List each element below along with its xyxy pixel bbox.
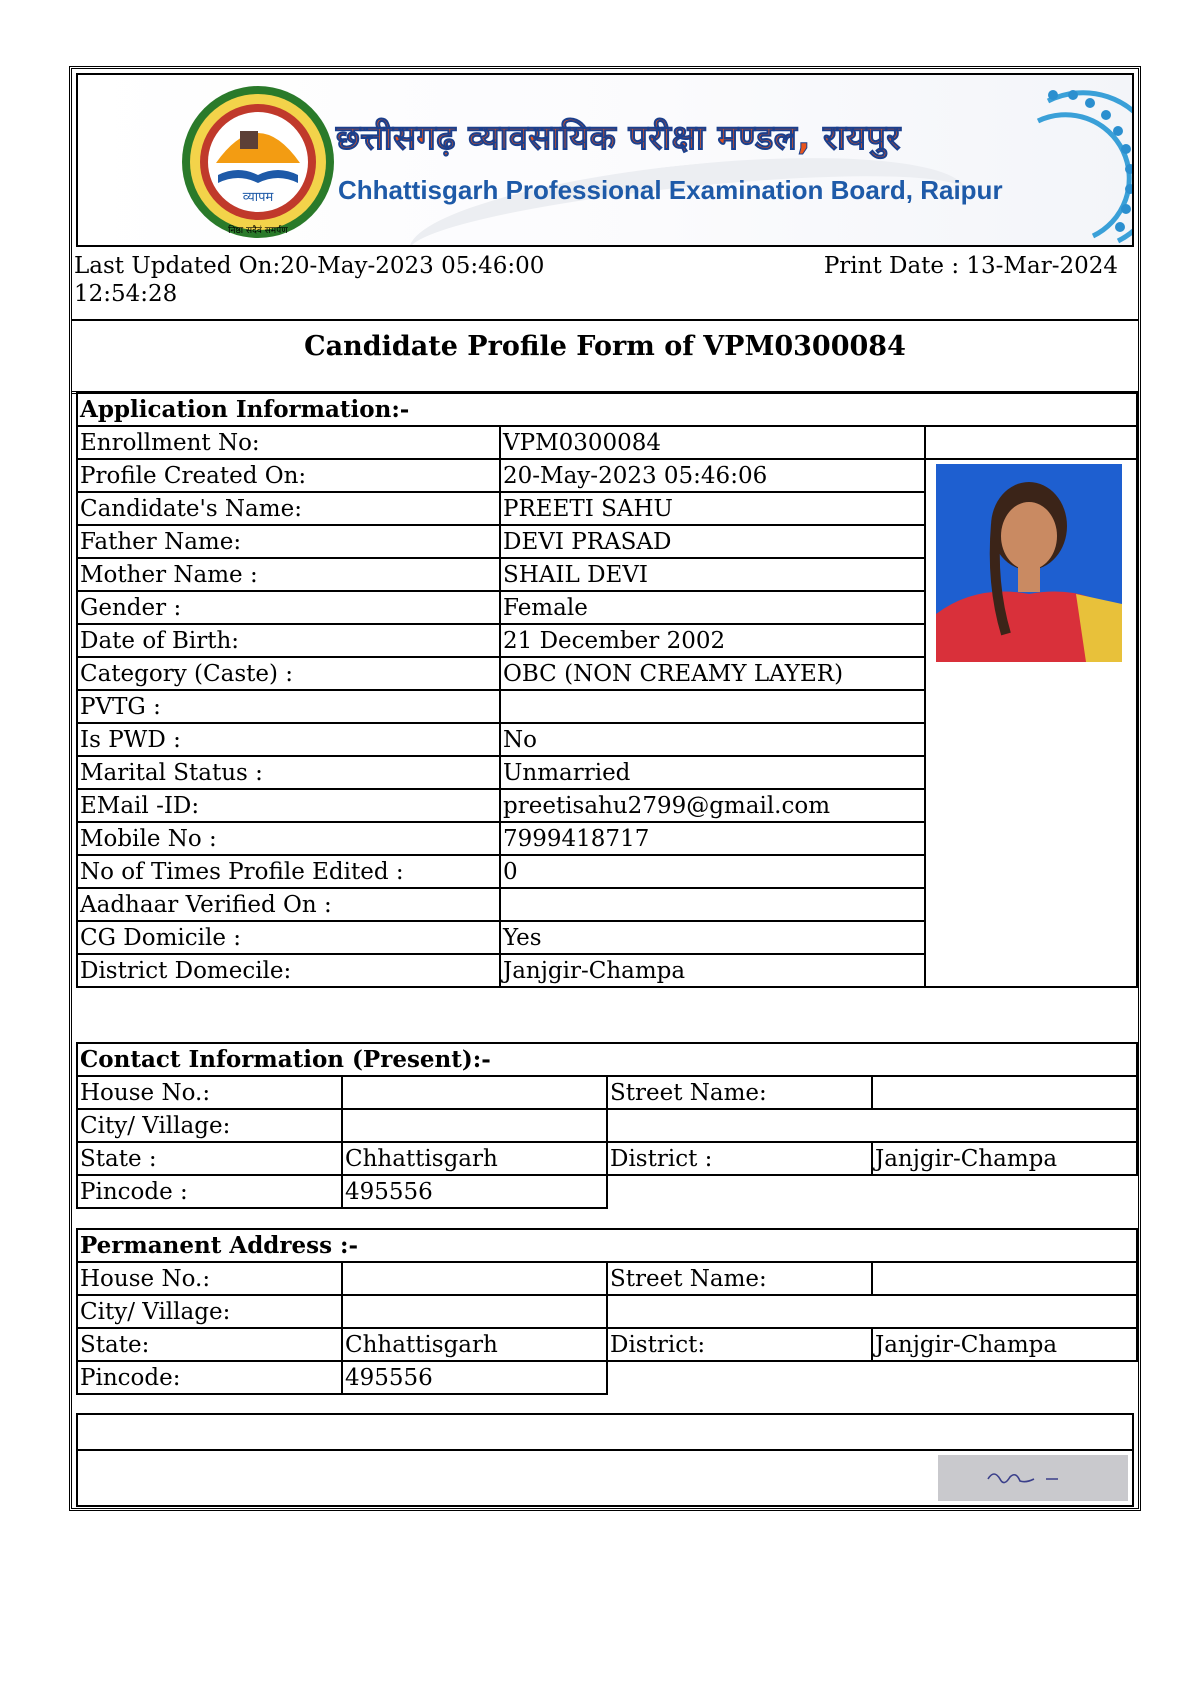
signature-row	[76, 1451, 1134, 1507]
empty-cell	[607, 1295, 1137, 1328]
empty-cell	[607, 1109, 1137, 1142]
field-label: EMail -ID:	[77, 789, 500, 822]
field-label: Aadhaar Verified On :	[77, 888, 500, 921]
street-value	[872, 1262, 1137, 1295]
city-label: City/ Village:	[77, 1109, 342, 1142]
city-label: City/ Village:	[77, 1295, 342, 1328]
field-label: Enrollment No:	[77, 426, 500, 459]
field-value: DEVI PRASAD	[500, 525, 925, 558]
contact-present-heading-row	[77, 1043, 1137, 1076]
state-label: State:	[77, 1328, 342, 1361]
pincode-value: 495556	[342, 1361, 607, 1394]
field-label: Is PWD :	[77, 723, 500, 756]
board-title-english: Chhattisgarh Professional Examination Board, Raipur	[338, 175, 1003, 205]
field-value: VPM0300084	[500, 426, 925, 459]
candidate-profile-form	[69, 66, 1141, 1511]
empty-cell	[607, 1361, 1137, 1394]
table-row	[77, 459, 1137, 492]
table-row	[77, 1175, 1137, 1208]
table-row	[77, 1076, 1137, 1109]
house-label: House No.:	[77, 1076, 342, 1109]
field-label: Category (Caste) :	[77, 657, 500, 690]
meta-line	[72, 252, 1138, 321]
contact-present-heading: Contact Information (Present):-	[77, 1043, 1137, 1076]
table-row	[77, 1262, 1137, 1295]
pincode-value: 495556	[342, 1175, 607, 1208]
field-value: SHAIL DEVI	[500, 558, 925, 591]
field-label: District Domecile:	[77, 954, 500, 987]
field-value: Female	[500, 591, 925, 624]
board-title-hindi: छत्तीसगढ़ व्यावसायिक परीक्षा मण्डल, रायपुर	[336, 118, 901, 158]
field-value: 0	[500, 855, 925, 888]
street-label: Street Name:	[607, 1262, 872, 1295]
permanent-address-heading: Permanent Address :-	[77, 1229, 1137, 1262]
table-row	[77, 1328, 1137, 1361]
permanent-address-table	[76, 1228, 1138, 1395]
field-label: CG Domicile :	[77, 921, 500, 954]
field-value: 21 December 2002	[500, 624, 925, 657]
photo-cell	[925, 459, 1137, 987]
table-row	[77, 1109, 1137, 1142]
gear-decoration-icon	[978, 81, 1134, 247]
document-title: Candidate Profile Form of VPM0300084	[72, 321, 1138, 394]
vyapam-seal-logo	[178, 83, 338, 241]
print-date-text: Print Date : 13-Mar-2024	[823, 253, 1118, 279]
district-value: Janjgir-Champa	[872, 1142, 1137, 1175]
field-value: 20-May-2023 05:46:06	[500, 459, 925, 492]
application-information-table	[76, 392, 1138, 988]
last-updated-block	[74, 252, 554, 308]
field-value: PREETI SAHU	[500, 492, 925, 525]
application-heading: Application Information:-	[77, 393, 1137, 426]
field-label: Marital Status :	[77, 756, 500, 789]
field-value: preetisahu2799@gmail.com	[500, 789, 925, 822]
state-label: State :	[77, 1142, 342, 1175]
candidate-photo	[936, 464, 1122, 662]
pincode-label: Pincode:	[77, 1361, 342, 1394]
svg-text:व्यापम: व्यापम	[242, 190, 274, 205]
house-label: House No.:	[77, 1262, 342, 1295]
field-value: No	[500, 723, 925, 756]
field-label: Date of Birth:	[77, 624, 500, 657]
field-label: Gender :	[77, 591, 500, 624]
signature-image	[938, 1455, 1128, 1501]
house-value	[342, 1076, 607, 1109]
contact-present-table	[76, 1042, 1138, 1209]
pincode-label: Pincode :	[77, 1175, 342, 1208]
field-label: Mobile No :	[77, 822, 500, 855]
last-updated-text: Last Updated On:20-May-2023 05:46:00	[74, 253, 545, 279]
field-value: OBC (NON CREAMY LAYER)	[500, 657, 925, 690]
field-label: Candidate's Name:	[77, 492, 500, 525]
permanent-heading-row	[77, 1229, 1137, 1262]
table-row	[77, 1142, 1137, 1175]
field-value	[500, 690, 925, 723]
field-label: Father Name:	[77, 525, 500, 558]
header-banner	[76, 73, 1134, 247]
print-time-text: 12:54:28	[74, 281, 178, 307]
empty-cell	[925, 426, 1137, 459]
svg-text:निष्ठा सदैवं समर्पण: निष्ठा सदैवं समर्पण	[228, 226, 288, 236]
field-value	[500, 888, 925, 921]
field-value: Janjgir-Champa	[500, 954, 925, 987]
street-value	[872, 1076, 1137, 1109]
application-heading-row	[77, 393, 1137, 426]
field-value: Yes	[500, 921, 925, 954]
field-value: 7999418717	[500, 822, 925, 855]
table-row	[77, 1361, 1137, 1394]
district-label: District:	[607, 1328, 872, 1361]
field-label: Profile Created On:	[77, 459, 500, 492]
district-label: District :	[607, 1142, 872, 1175]
house-value	[342, 1262, 607, 1295]
field-label: PVTG :	[77, 690, 500, 723]
street-label: Street Name:	[607, 1076, 872, 1109]
district-value: Janjgir-Champa	[872, 1328, 1137, 1361]
field-value: Unmarried	[500, 756, 925, 789]
field-label: Mother Name :	[77, 558, 500, 591]
empty-cell	[607, 1175, 1137, 1208]
field-label: No of Times Profile Edited :	[77, 855, 500, 888]
state-value: Chhattisgarh	[342, 1328, 607, 1361]
state-value: Chhattisgarh	[342, 1142, 607, 1175]
city-value	[342, 1109, 607, 1142]
city-value	[342, 1295, 607, 1328]
blank-row	[76, 1413, 1134, 1451]
table-row	[77, 1295, 1137, 1328]
table-row	[77, 426, 1137, 459]
